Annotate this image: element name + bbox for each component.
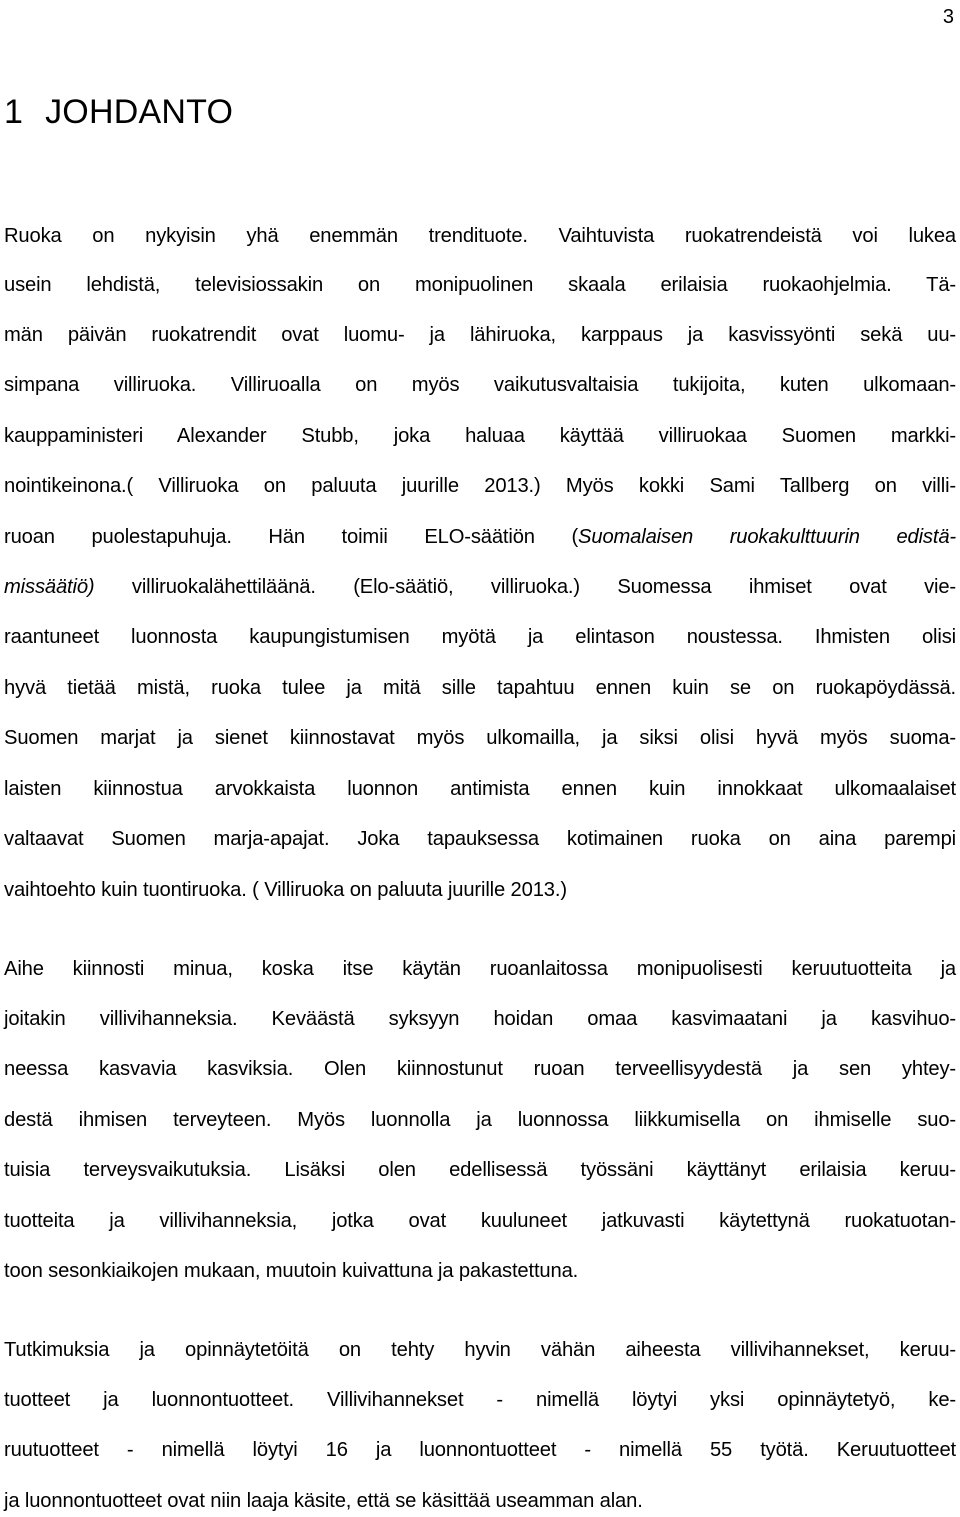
text-line: Ruoka on nykyisin yhä enemmän trendituote. Vaihtuvista ruokatrendeistä voi lukea xyxy=(4,225,956,247)
text-span: villiruokalähettiläänä. (Elo-säätiö, villiruoka.) Suomessa ihmiset ovat vie- xyxy=(94,576,956,598)
foundation-name-italic: missäätiö) xyxy=(4,576,95,598)
text-line: valtaavat Suomen marja-apajat. Joka tapauksessa kotimainen ruoka on aina parempi xyxy=(4,828,956,850)
text-line: toon sesonkiaikojen mukaan, muutoin kuivattuna ja pakastettuna. xyxy=(4,1260,579,1282)
text-line: Tutkimuksia ja opinnäytetöitä on tehty hyvin vähän aiheesta villivihannekset, keruu- xyxy=(4,1339,956,1361)
text-line: Aihe kiinnosti minua, koska itse käytän ruoanlaitossa monipuolisesti keruutuotteita ja xyxy=(4,958,956,980)
text-line: usein lehdistä, televisiossakin on monipuolinen skaala erilaisia ruokaohjelmia. Tä- xyxy=(4,274,956,296)
page-number: 3 xyxy=(942,6,954,28)
text-line xyxy=(4,572,956,602)
text-line: tuotteita ja villivihanneksia, jotka ovat kuuluneet jatkuvasti käytettynä ruokatuotan- xyxy=(4,1210,956,1232)
text-line: simpana villiruoka. Villiruoalla on myös vaikutusvaltaisia tukijoita, kuten ulkomaan- xyxy=(4,374,956,396)
text-line: laisten kiinnostua arvokkaista luonnon antimista ennen kuin innokkaat ulkomaalaiset xyxy=(4,778,956,800)
text-line: nointikeinona.( Villiruoka on paluuta juurille 2013.) Myös kokki Sami Tallberg on villi- xyxy=(4,475,956,497)
text-line: Suomen marjat ja sienet kiinnostavat myös ulkomailla, ja siksi olisi hyvä myös suoma- xyxy=(4,727,956,749)
text-line: män päivän ruokatrendit ovat luomu- ja lähiruoka, karppaus ja kasvissyönti sekä uu- xyxy=(4,324,956,346)
foundation-name-italic: Suomalaisen ruokakulttuurin edistä- xyxy=(578,526,956,548)
text-line: tuotteet ja luonnontuotteet. Villivihannekset - nimellä löytyi yksi opinnäytetyö, ke- xyxy=(4,1389,956,1411)
text-line: raantuneet luonnosta kaupungistumisen myötä ja elintason noustessa. Ihmisten olisi xyxy=(4,626,956,648)
text-line: neessa kasvavia kasviksia. Olen kiinnostunut ruoan terveellisyydestä ja sen yhtey- xyxy=(4,1058,956,1080)
text-line: hyvä tietää mistä, ruoka tulee ja mitä sille tapahtuu ennen kuin se on ruokapöydässä. xyxy=(4,677,956,699)
text-line: joitakin villivihanneksia. Keväästä syksyyn hoidan omaa kasvimaatani ja kasvihuo- xyxy=(4,1008,956,1030)
text-line: ruutuotteet - nimellä löytyi 16 ja luonnontuotteet - nimellä 55 työtä. Keruutuotteet xyxy=(4,1439,956,1461)
chapter-number: 1 xyxy=(4,93,24,131)
text-line: vaihtoehto kuin tuontiruoka. ( Villiruoka on paluuta juurille 2013.) xyxy=(4,879,567,901)
text-line xyxy=(4,522,956,552)
chapter-heading xyxy=(4,88,233,136)
text-line: destä ihmisen terveyteen. Myös luonnolla ja luonnossa liikkumisella on ihmiselle suo- xyxy=(4,1109,956,1131)
text-line: tuisia terveysvaikutuksia. Lisäksi olen edellisessä työssäni käyttänyt erilaisia keruu- xyxy=(4,1159,956,1181)
text-line: kauppaministeri Alexander Stubb, joka haluaa käyttää villiruokaa Suomen markki- xyxy=(4,425,956,447)
text-line: ja luonnontuotteet ovat niin laaja käsite, että se käsittää useamman alan. xyxy=(4,1490,643,1512)
text-span: ruoan puolestapuhuja. Hän toimii ELO-säätiön ( xyxy=(4,526,579,548)
chapter-title: JOHDANTO xyxy=(45,93,234,131)
